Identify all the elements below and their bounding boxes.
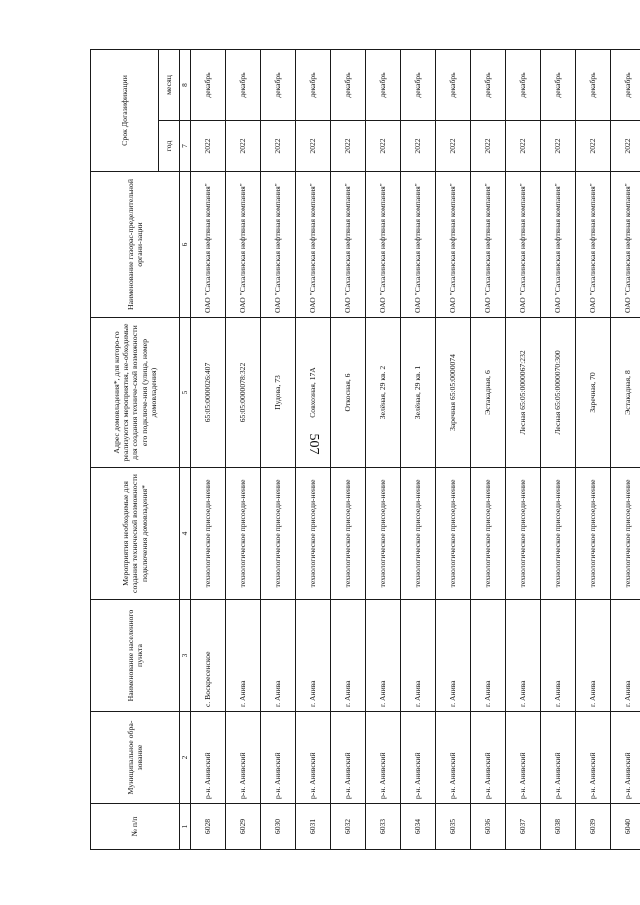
settlement-cell: г. Анива [401,600,436,712]
address-cell: 65:05:0000078:322 [226,318,261,468]
gdo-cell: ОАО "Сахалинская нефтяная компания" [331,172,366,318]
row-number: 6037 [506,804,541,850]
settlement-cell: г. Анива [541,600,576,712]
municipality-cell: р-н. Анивский [261,712,296,804]
gdo-cell: ОАО "Сахалинская нефтяная компания" [611,172,640,318]
month-cell: декабрь [331,50,366,121]
header-municipality: Муниципальное обра-зование [91,712,180,804]
year-cell: 2022 [226,121,261,172]
table-row [576,50,611,850]
gdo-cell: ОАО "Сахалинская нефтяная компания" [296,172,331,318]
header-year: год [159,121,180,172]
row-number: 6034 [401,804,436,850]
measure-cell: технологическое присоеди-нение [611,468,640,600]
year-cell: 2022 [471,121,506,172]
measure-cell: технологическое присоеди-нение [366,468,401,600]
gasification-table [90,49,640,850]
row-number: 6035 [436,804,471,850]
year-cell: 2022 [331,121,366,172]
year-cell: 2022 [611,121,640,172]
month-cell: декабрь [226,50,261,121]
table-row [541,50,576,850]
settlement-cell: г. Анива [226,600,261,712]
month-cell: декабрь [191,50,226,121]
address-cell: Пудова, 73 [261,318,296,468]
month-cell: декабрь [261,50,296,121]
settlement-cell: г. Анива [436,600,471,712]
column-number: 3 [180,600,191,712]
measure-cell: технологическое присоеди-нение [436,468,471,600]
column-number-row [180,50,191,850]
municipality-cell: р-н. Анивский [506,712,541,804]
table-row [436,50,471,850]
row-number: 6029 [226,804,261,850]
column-number: 7 [180,121,191,172]
municipality-cell: р-н. Анивский [436,712,471,804]
row-number: 6032 [331,804,366,850]
gdo-cell: ОАО "Сахалинская нефтяная компания" [471,172,506,318]
municipality-cell: р-н. Анивский [296,712,331,804]
column-number: 1 [180,804,191,850]
address-cell: Заречная 65:05:0000074 [436,318,471,468]
year-cell: 2022 [541,121,576,172]
municipality-cell: р-н. Анивский [331,712,366,804]
header-num: № п/п [91,804,180,850]
column-number: 2 [180,712,191,804]
table-row [296,50,331,850]
year-cell: 2022 [366,121,401,172]
month-cell: декабрь [576,50,611,121]
municipality-cell: р-н. Анивский [226,712,261,804]
month-cell: декабрь [541,50,576,121]
gdo-cell: ОАО "Сахалинская нефтяная компания" [226,172,261,318]
measure-cell: технологическое присоеди-нение [191,468,226,600]
municipality-cell: р-н. Анивский [191,712,226,804]
month-cell: декабрь [611,50,640,121]
measure-cell: технологическое присоеди-нение [471,468,506,600]
municipality-cell: р-н. Анивский [576,712,611,804]
measure-cell: технологическое присоеди-нение [296,468,331,600]
month-cell: декабрь [471,50,506,121]
gdo-cell: ОАО "Сахалинская нефтяная компания" [191,172,226,318]
address-cell: Совхозная, 17А [296,318,331,468]
municipality-cell: р-н. Анивский [611,712,640,804]
municipality-cell: р-н. Анивский [471,712,506,804]
settlement-cell: г. Анива [261,600,296,712]
municipality-cell: р-н. Анивский [366,712,401,804]
year-cell: 2022 [191,121,226,172]
month-cell: декабрь [436,50,471,121]
address-cell: Лесная 65:05:0000070:300 [541,318,576,468]
month-cell: декабрь [296,50,331,121]
header-month: месяц [159,50,180,121]
measure-cell: технологическое присоеди-нение [576,468,611,600]
address-cell: Зелёная, 29 кв. 1 [401,318,436,468]
table-row [401,50,436,850]
measure-cell: технологическое присоеди-нение [401,468,436,600]
gdo-cell: ОАО "Сахалинская нефтяная компания" [436,172,471,318]
row-number: 6039 [576,804,611,850]
municipality-cell: р-н. Анивский [401,712,436,804]
table-row [366,50,401,850]
table-row [331,50,366,850]
address-cell: 65:05:0000026:407 [191,318,226,468]
table-row [226,50,261,850]
page-number: 507 [306,433,321,455]
measure-cell: технологическое присоеди-нение [226,468,261,600]
address-cell: Заречная, 70 [576,318,611,468]
address-cell: Откосная, 6 [331,318,366,468]
settlement-cell: г. Анива [296,600,331,712]
header-address: Адрес домовладения*, для которо-го реализуются мероприятия, не-обходимые для создания техниче-ской возможности его подключе-ния (улица, номер домовладения) [91,318,180,468]
measure-cell: технологическое присоеди-нение [506,468,541,600]
table-row [506,50,541,850]
header-gdo: Наименование газорас-пределительной органи-зации [91,172,180,318]
column-number: 4 [180,468,191,600]
measure-cell: технологическое присоеди-нение [541,468,576,600]
row-number: 6031 [296,804,331,850]
settlement-cell: с. Воскресенское [191,600,226,712]
address-cell: Лесная 65:05:0000067:232 [506,318,541,468]
settlement-cell: г. Анива [611,600,640,712]
settlement-cell: г. Анива [576,600,611,712]
gdo-cell: ОАО "Сахалинская нефтяная компания" [506,172,541,318]
settlement-cell: г. Анива [506,600,541,712]
municipality-cell: р-н. Анивский [541,712,576,804]
table-row [261,50,296,850]
gdo-cell: ОАО "Сахалинская нефтяная компания" [401,172,436,318]
row-number: 6028 [191,804,226,850]
month-cell: декабрь [366,50,401,121]
year-cell: 2022 [296,121,331,172]
column-number: 8 [180,50,191,121]
measure-cell: технологическое присоеди-нение [331,468,366,600]
settlement-cell: г. Анива [471,600,506,712]
column-number: 6 [180,172,191,318]
header-settlement: Наименование населенного пункта [91,600,180,712]
month-cell: декабрь [506,50,541,121]
rotated-table-wrapper [90,50,632,850]
settlement-cell: г. Анива [366,600,401,712]
address-cell: Эстакадная, 8 [611,318,640,468]
row-number: 6038 [541,804,576,850]
row-number: 6030 [261,804,296,850]
year-cell: 2022 [401,121,436,172]
year-cell: 2022 [576,121,611,172]
table-row [611,50,640,850]
gdo-cell: ОАО "Сахалинская нефтяная компания" [541,172,576,318]
table-row [191,50,226,850]
row-number: 6036 [471,804,506,850]
year-cell: 2022 [436,121,471,172]
year-cell: 2022 [261,121,296,172]
header-deadline: Срок Догазификации [91,50,159,172]
gdo-cell: ОАО "Сахалинская нефтяная компания" [366,172,401,318]
settlement-cell: г. Анива [331,600,366,712]
year-cell: 2022 [506,121,541,172]
header-measures: Мероприятия необходимые для создания технической возможности подключения домовладения* [91,468,180,600]
address-cell: Зелёная, 29 кв. 2 [366,318,401,468]
month-cell: декабрь [401,50,436,121]
gdo-cell: ОАО "Сахалинская нефтяная компания" [576,172,611,318]
gdo-cell: ОАО "Сахалинская нефтяная компания" [261,172,296,318]
column-number: 5 [180,318,191,468]
row-number: 6033 [366,804,401,850]
measure-cell: технологическое присоеди-нение [261,468,296,600]
row-number: 6040 [611,804,640,850]
table-row [471,50,506,850]
address-cell: Эстакадная, 6 [471,318,506,468]
